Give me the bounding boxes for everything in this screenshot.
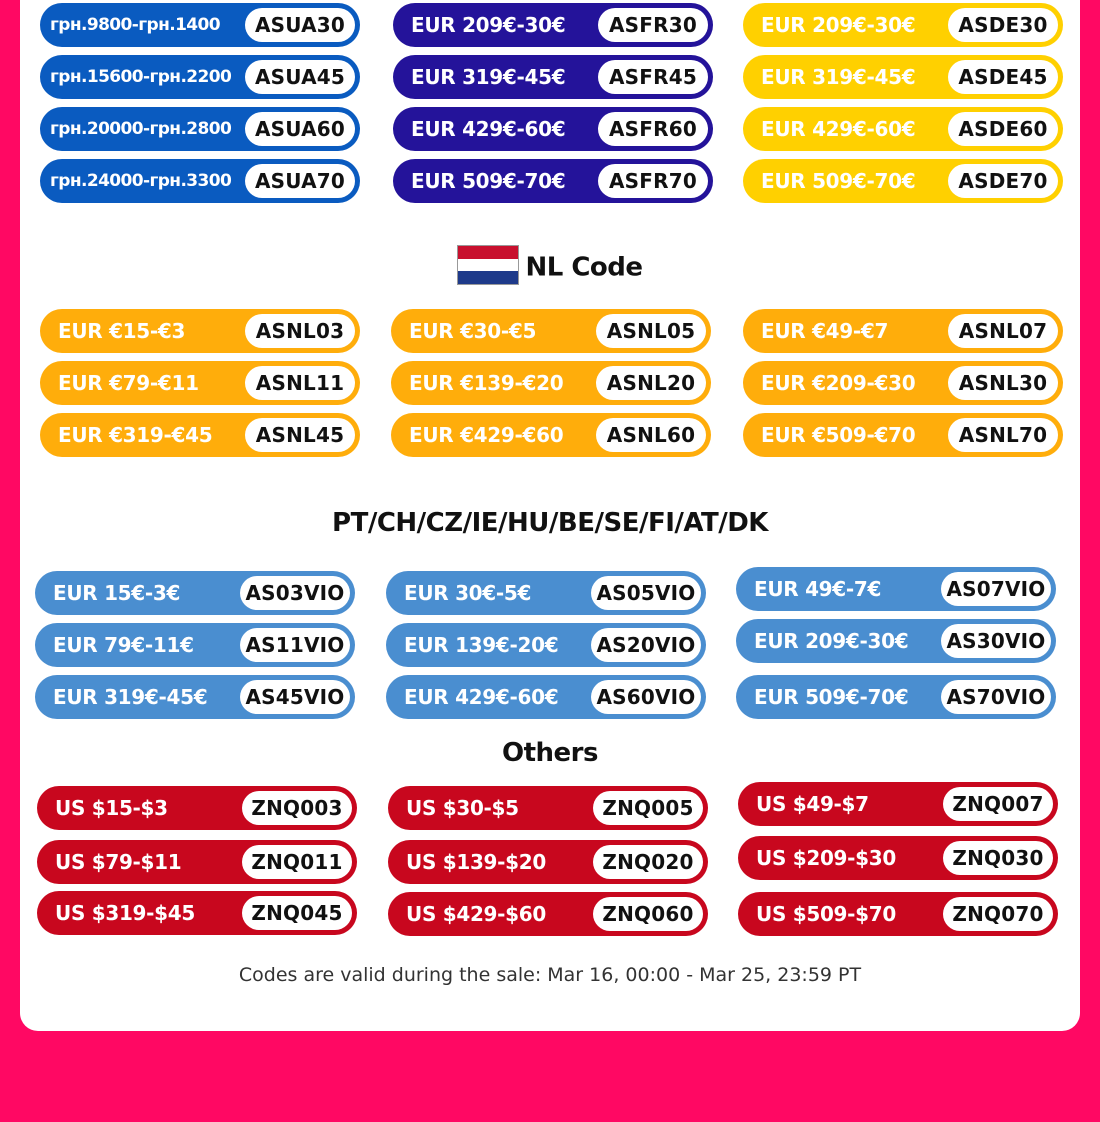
coupon-code[interactable]: ASNL03: [245, 314, 355, 348]
coupon-vio-70[interactable]: [736, 675, 1056, 719]
coupon-de-70[interactable]: [743, 159, 1063, 203]
coupon-code[interactable]: ASFR70: [598, 164, 708, 198]
coupon-nl-70[interactable]: [743, 413, 1063, 457]
coupon-nl-05[interactable]: [391, 309, 711, 353]
coupon-code[interactable]: ZNQ070: [943, 897, 1053, 931]
coupon-amount: EUR €79-€11: [58, 371, 199, 395]
nl-section-heading: [0, 248, 1100, 288]
coupon-amount: EUR €319-€45: [58, 423, 213, 447]
coupon-code[interactable]: ASDE45: [948, 60, 1058, 94]
coupon-amount: EUR €15-€3: [58, 319, 186, 343]
coupon-amount: EUR 209€-30€: [754, 629, 909, 653]
coupon-znq-045[interactable]: [37, 891, 357, 935]
coupon-amount: US $429-$60: [406, 902, 547, 926]
coupon-ua-45[interactable]: [40, 55, 360, 99]
coupon-code[interactable]: ASDE30: [948, 8, 1058, 42]
coupon-amount: EUR 429€-60€: [411, 117, 566, 141]
coupon-amount: EUR 429€-60€: [761, 117, 916, 141]
coupon-znq-060[interactable]: [388, 892, 708, 936]
coupon-code[interactable]: AS20VIO: [591, 628, 701, 662]
coupon-amount: US $139-$20: [406, 850, 547, 874]
coupon-code[interactable]: ZNQ005: [593, 791, 703, 825]
coupon-amount: EUR €139-€20: [409, 371, 564, 395]
coupon-nl-20[interactable]: [391, 361, 711, 405]
coupon-amount: грн.9800-грн.1400: [50, 15, 220, 35]
coupon-code[interactable]: ZNQ020: [593, 845, 703, 879]
coupon-code[interactable]: ASDE60: [948, 112, 1058, 146]
coupon-znq-030[interactable]: [738, 836, 1058, 880]
coupon-znq-020[interactable]: [388, 840, 708, 884]
coupon-code[interactable]: ZNQ011: [242, 845, 352, 879]
coupon-code[interactable]: ZNQ060: [593, 897, 703, 931]
coupon-code[interactable]: ASFR30: [598, 8, 708, 42]
coupon-code[interactable]: ZNQ030: [943, 841, 1053, 875]
coupon-nl-11[interactable]: [40, 361, 360, 405]
coupon-code[interactable]: ASNL11: [245, 366, 355, 400]
coupon-code[interactable]: ASUA30: [245, 8, 355, 42]
coupon-fr-45[interactable]: [393, 55, 713, 99]
coupon-amount: EUR 209€-30€: [411, 13, 566, 37]
coupon-amount: US $15-$3: [55, 796, 168, 820]
coupon-vio-03[interactable]: [35, 571, 355, 615]
coupon-ua-60[interactable]: [40, 107, 360, 151]
coupon-code[interactable]: AS05VIO: [591, 576, 701, 610]
coupon-vio-05[interactable]: [386, 571, 706, 615]
coupon-amount: грн.15600-грн.2200: [50, 67, 232, 87]
coupon-amount: EUR 509€-70€: [754, 685, 909, 709]
coupon-de-60[interactable]: [743, 107, 1063, 151]
coupon-code[interactable]: ASUA60: [245, 112, 355, 146]
coupon-code[interactable]: ZNQ045: [242, 896, 352, 930]
coupon-code[interactable]: ASNL20: [596, 366, 706, 400]
coupon-amount: EUR 319€-45€: [761, 65, 916, 89]
coupon-amount: EUR 319€-45€: [411, 65, 566, 89]
coupon-amount: EUR €209-€30: [761, 371, 916, 395]
coupon-amount: US $509-$70: [756, 902, 897, 926]
coupon-amount: грн.24000-грн.3300: [50, 171, 232, 191]
netherlands-flag-icon: [457, 245, 519, 285]
coupon-code[interactable]: AS07VIO: [941, 572, 1051, 606]
coupon-code[interactable]: ASDE70: [948, 164, 1058, 198]
validity-note: Codes are valid during the sale: Mar 16, 00:00 - Mar 25, 23:59 PT: [238, 964, 862, 986]
others-heading: Others: [502, 738, 598, 768]
coupon-vio-07[interactable]: [736, 567, 1056, 611]
coupon-code[interactable]: ASNL30: [948, 366, 1058, 400]
coupon-znq-011[interactable]: [37, 840, 357, 884]
coupon-ua-70[interactable]: [40, 159, 360, 203]
multi-country-heading: PT/CH/CZ/IE/HU/BE/SE/FI/AT/DK: [332, 508, 768, 538]
coupon-amount: EUR 30€-5€: [404, 581, 532, 605]
coupon-vio-60[interactable]: [386, 675, 706, 719]
coupon-amount: EUR 15€-3€: [53, 581, 181, 605]
coupon-de-30[interactable]: [743, 3, 1063, 47]
coupon-amount: EUR 319€-45€: [53, 685, 208, 709]
coupon-code[interactable]: ASUA70: [245, 164, 355, 198]
coupon-code[interactable]: ASNL07: [948, 314, 1058, 348]
coupon-amount: EUR 429€-60€: [404, 685, 559, 709]
coupon-vio-11[interactable]: [35, 623, 355, 667]
coupon-ua-30[interactable]: [40, 3, 360, 47]
coupon-code[interactable]: ASNL70: [948, 418, 1058, 452]
coupon-amount: EUR €49-€7: [761, 319, 889, 343]
coupon-de-45[interactable]: [743, 55, 1063, 99]
coupon-znq-005[interactable]: [388, 786, 708, 830]
coupon-amount: грн.20000-грн.2800: [50, 119, 232, 139]
coupon-nl-30[interactable]: [743, 361, 1063, 405]
coupon-nl-03[interactable]: [40, 309, 360, 353]
coupon-code[interactable]: ASNL05: [596, 314, 706, 348]
coupon-fr-60[interactable]: [393, 107, 713, 151]
coupon-vio-45[interactable]: [35, 675, 355, 719]
coupon-amount: EUR 139€-20€: [404, 633, 559, 657]
coupon-nl-45[interactable]: [40, 413, 360, 457]
coupon-vio-20[interactable]: [386, 623, 706, 667]
coupon-code[interactable]: ASNL60: [596, 418, 706, 452]
coupon-fr-70[interactable]: [393, 159, 713, 203]
coupon-amount: US $49-$7: [756, 792, 869, 816]
nl-heading-text: NL Code: [525, 252, 643, 283]
coupon-amount: EUR €30-€5: [409, 319, 537, 343]
coupon-amount: EUR €509-€70: [761, 423, 916, 447]
coupon-code[interactable]: AS70VIO: [941, 680, 1051, 714]
coupon-amount: EUR 509€-70€: [761, 169, 916, 193]
coupon-znq-003[interactable]: [37, 786, 357, 830]
coupon-znq-007[interactable]: [738, 782, 1058, 826]
coupon-amount: EUR 79€-11€: [53, 633, 194, 657]
coupon-code[interactable]: ASFR60: [598, 112, 708, 146]
coupon-code[interactable]: ZNQ003: [242, 791, 352, 825]
coupon-amount: US $319-$45: [55, 901, 196, 925]
coupon-vio-30[interactable]: [736, 619, 1056, 663]
coupon-znq-070[interactable]: [738, 892, 1058, 936]
coupon-nl-60[interactable]: [391, 413, 711, 457]
coupon-code[interactable]: AS60VIO: [591, 680, 701, 714]
coupon-fr-30[interactable]: [393, 3, 713, 47]
coupon-amount: US $209-$30: [756, 846, 897, 870]
coupon-code[interactable]: AS30VIO: [941, 624, 1051, 658]
coupon-amount: US $79-$11: [55, 850, 182, 874]
coupon-code[interactable]: ASUA45: [245, 60, 355, 94]
coupon-code[interactable]: AS45VIO: [240, 680, 350, 714]
coupon-amount: EUR 49€-7€: [754, 577, 882, 601]
coupon-nl-07[interactable]: [743, 309, 1063, 353]
coupon-amount: US $30-$5: [406, 796, 519, 820]
coupon-amount: EUR 209€-30€: [761, 13, 916, 37]
coupon-code[interactable]: ASFR45: [598, 60, 708, 94]
coupon-amount: EUR €429-€60: [409, 423, 564, 447]
coupon-code[interactable]: ZNQ007: [943, 787, 1053, 821]
coupon-code[interactable]: ASNL45: [245, 418, 355, 452]
coupon-amount: EUR 509€-70€: [411, 169, 566, 193]
coupon-code[interactable]: AS03VIO: [240, 576, 350, 610]
coupon-code[interactable]: AS11VIO: [240, 628, 350, 662]
